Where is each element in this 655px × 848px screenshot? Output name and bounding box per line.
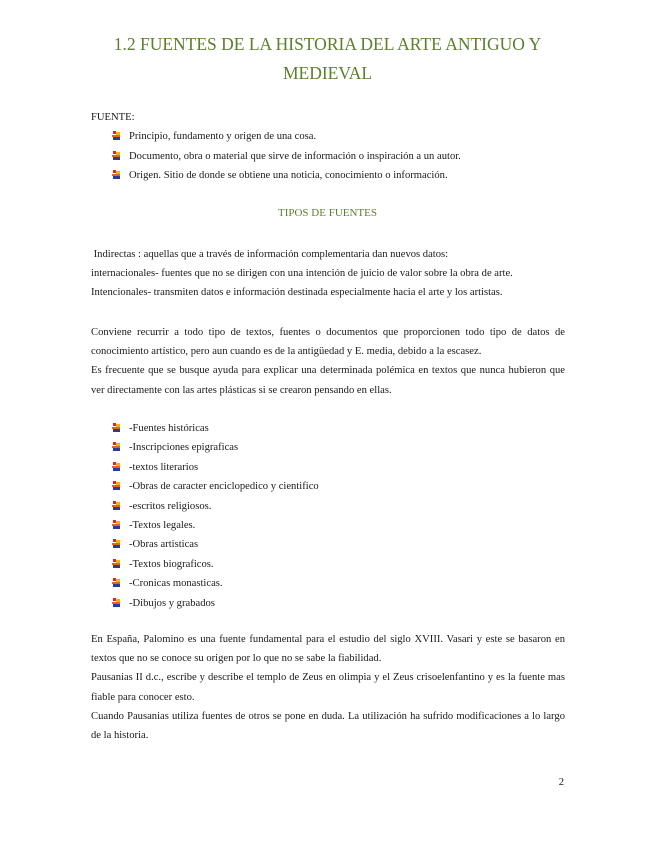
page-title-line-1: 1.2 FUENTES DE LA HISTORIA DEL ARTE ANTIGUO Y (113, 34, 542, 54)
source-types-list (112, 419, 572, 613)
paragraph: Pausanias II d.c., escribe y describe el templo de Zeus en olimpia y el Zeus crisoelenfantino y es la fuente mas fiable para conocer esto. (91, 672, 565, 703)
tipos-line: Indirectas : aquellas que a través de información complementaria dan nuevos datos: (91, 249, 449, 260)
section-heading-tipos: TIPOS DE FUENTES (277, 207, 377, 219)
list-item (112, 166, 572, 186)
fuente-definitions-list (112, 127, 572, 186)
bullet-icon (112, 131, 121, 141)
page-title-line-2: MEDIEVAL (282, 63, 373, 83)
list-item (112, 497, 572, 516)
list-item-text: -Textos biograficos. (129, 558, 214, 570)
list-item (112, 127, 572, 147)
list-item-text: -escritos religiosos. (129, 500, 212, 512)
bullet-icon (112, 151, 121, 161)
bullet-icon (112, 598, 121, 608)
bullet-icon (112, 578, 121, 588)
list-item (112, 516, 572, 535)
bullet-icon (112, 539, 121, 549)
list-item (112, 438, 572, 457)
bullet-icon (112, 423, 121, 433)
bullet-icon (112, 520, 121, 530)
closing-paragraphs (91, 630, 565, 745)
list-item-text: Principio, fundamento y origen de una cosa. (129, 131, 317, 142)
intro-paragraphs (91, 323, 565, 400)
bullet-icon (112, 501, 121, 511)
list-item-text: -Textos legales. (129, 520, 196, 532)
list-item (112, 594, 572, 613)
paragraph: Cuando Pausanias utiliza fuentes de otros se pone en duda. La utilización ha sufrido modificaciones a lo largo de la historia. (91, 710, 565, 742)
page-number: 2 (558, 777, 564, 788)
list-item-text: -Inscripciones epigraficas (129, 442, 239, 454)
list-item-text: -Obras artisticas (129, 539, 199, 551)
list-item (112, 535, 572, 554)
list-item-text: Documento, obra o material que sirve de información o inspiración a un autor. (129, 150, 461, 162)
bullet-icon (112, 559, 121, 569)
list-item-text: -Cronicas monasticas. (129, 578, 223, 590)
list-item-text: -Fuentes históricas (129, 423, 209, 434)
list-item-text: Origen. Sitio de donde se obtiene una noticia, conocimiento o información. (129, 170, 448, 181)
list-item (112, 419, 572, 438)
bullet-icon (112, 462, 121, 472)
list-item-text: -Dibujos y grabados (129, 597, 215, 609)
paragraph: En España, Palomino es una fuente fundamental para el estudio del siglo XVIII. Vasari y este se basaron en textos que no se conoce su origen por lo que no se sabe la fiabilidad. (91, 634, 565, 665)
list-item (112, 147, 572, 167)
paragraph: Conviene recurrir a todo tipo de textos, fuentes o documentos que proporcionen todo tipo de datos de conocimiento artístico, pero aun cuando es de la antigüedad y E. media, debido a la escasez. (91, 327, 565, 358)
paragraph: Es frecuente que se busque ayuda para explicar una determinada polémica en textos que nunca hubieron que ver directamente con las artes plásticas si se crearon pensando en ellas. (91, 365, 565, 396)
bullet-icon (112, 170, 121, 180)
tipos-description (91, 245, 565, 303)
fuente-label: FUENTE: (91, 112, 135, 123)
tipos-line: internacionales- fuentes que no se dirigen con una intención de juicio de valor sobre la obra de arte. (91, 268, 513, 280)
bullet-icon (112, 442, 121, 452)
list-item (112, 477, 572, 496)
list-item-text: -textos literarios (129, 461, 199, 473)
list-item (112, 458, 572, 477)
tipos-line: Intencionales- transmiten datos e información destinada especialmente hacia el arte y los artistas. (91, 287, 503, 299)
bullet-icon (112, 481, 121, 491)
page-title (0, 30, 655, 88)
list-item (112, 574, 572, 593)
list-item (112, 555, 572, 574)
list-item-text: -Obras de caracter enciclopedico y cientifico (129, 481, 319, 493)
